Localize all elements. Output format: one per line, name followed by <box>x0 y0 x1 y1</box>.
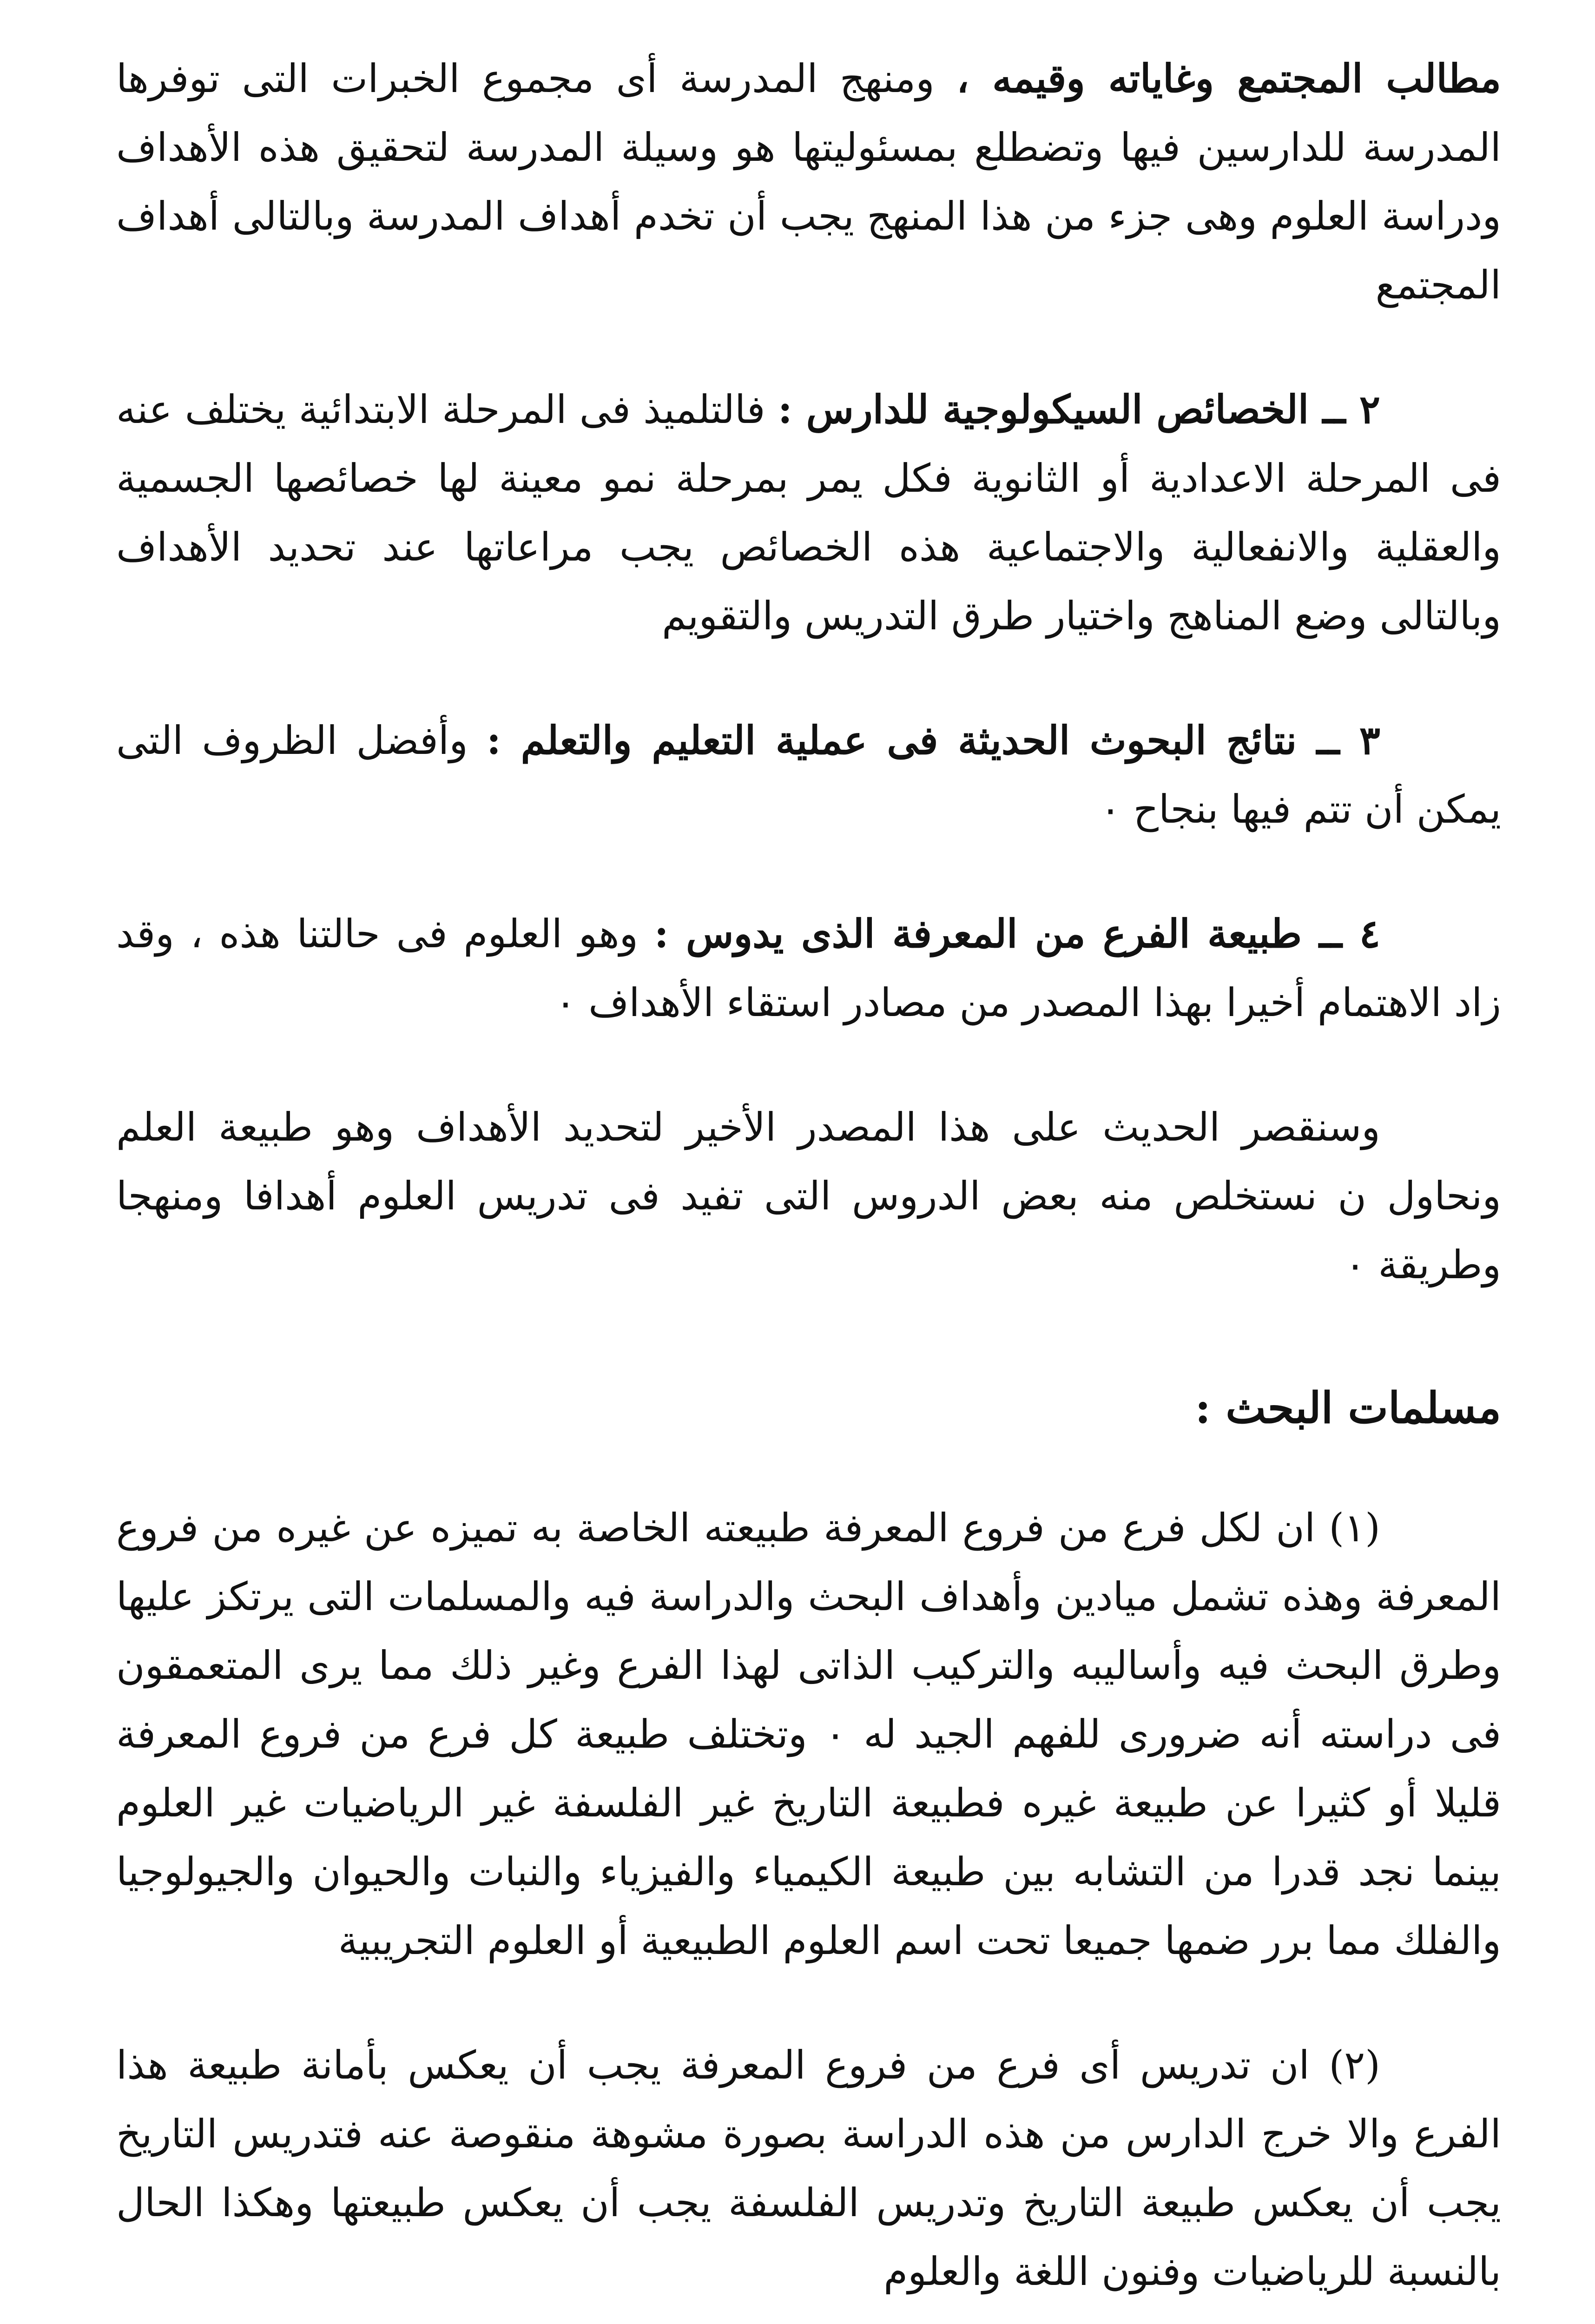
document-page <box>116 44 1501 2324</box>
paragraph-3 <box>116 706 1501 844</box>
paragraph-4-text: وهو العلوم فى حالتنا هذه ، وقد زاد الاهتمام أخيرا بهذا المصدر من مصادر استقاء الأهداف ٠ <box>116 911 1501 1025</box>
paragraph-3-text: وأفضل الظروف التى يمكن أن تتم فيها بنجاح ٠ <box>116 718 1501 832</box>
paragraph-4 <box>116 899 1501 1037</box>
paragraph-2-text: فالتلميذ فى المرحلة الابتدائية يختلف عنه فى المرحلة الاعدادية أو الثانوية فكل يمر بمرحلة نمو معينة لها خصائصها الجسمية والعقلية والانفعالية والاجتماعية هذه الخصائص يجب مراعاتها عند تحديد الأهداف وبالتالى وضع المناهج واختيار طرق التدريس والتقويم <box>116 387 1501 639</box>
paragraph-7 <box>116 2031 1501 2306</box>
paragraph-4-bold: ٤ ــ طبيعة الفرع من المعرفة الذى يدوس : <box>654 911 1380 957</box>
paragraph-1 <box>116 44 1501 319</box>
paragraph-2 <box>116 375 1501 650</box>
paragraph-5 <box>116 1093 1501 1299</box>
paragraph-7-text: (٢) ان تدريس أى فرع من فروع المعرفة يجب أن يعكس بأمانة طبيعة هذا الفرع والا خرج الدارس من هذه الدراسة بصورة مشوهة منقوصة عنه فتدريس التاريخ يجب أن يعكس طبيعة التاريخ وتدريس الفلسفة يجب أن يعكس طبيعتها وهكذا الحال بالنسبة للرياضيات وفنون اللغة والعلوم <box>116 2042 1501 2294</box>
paragraph-2-bold: ٢ ــ الخصائص السيكولوجية للدارس : <box>778 386 1380 432</box>
paragraph-5-text: وسنقصر الحديث على هذا المصدر الأخير لتحديد الأهداف وهو طبيعة العلم ونحاول ن نستخلص منه بعض الدروس التى تفيد فى تدريس العلوم أهدافا ومنهجا وطريقة ٠ <box>116 1104 1501 1287</box>
section-heading: مسلمات البحث : <box>1195 1383 1501 1433</box>
paragraph-1-text: ومنهج المدرسة أى مجموع الخبرات التى توفرها المدرسة للدارسين فيها وتضطلع بمسئوليتها هو وسيلة المدرسة لتحقيق هذه الأهداف ودراسة العلوم وهى جزء من هذا المنهج يجب أن تخدم أهداف المدرسة وبالتالى أهداف المجتمع <box>116 56 1501 308</box>
paragraph-1-bold: مطالب المجتمع وغاياته وقيمه ، <box>956 55 1501 101</box>
paragraph-6 <box>116 1493 1501 1975</box>
paragraph-3-bold: ٣ ــ نتائج البحوث الحديثة فى عملية التعليم والتعلم : <box>486 717 1380 763</box>
paragraph-6-text: (١) ان لكل فرع من فروع المعرفة طبيعته الخاصة به تميزه عن غيره من فروع المعرفة وهذه تشمل ميادين وأهداف البحث والدراسة فيه والمسلمات التى يرتكز عليها وطرق البحث فيه وأساليبه والتركيب الذاتى لهذا الفرع وغير ذلك مما يرى المتعمقون فى دراسته أنه ضرورى للفهم الجيد له ٠ وتختلف طبيعة كل فرع من فروع المعرفة قليلا أو كثيرا عن طبيعة غيره فطبيعة التاريخ غير الفلسفة غير الرياضيات غير العلوم بينما نجد قدرا من التشابه بين طبيعة الكيمياء والفيزياء والنبات والحيوان والجيولوجيا والفلك مما برر ضمها جميعا تحت اسم العلوم الطبيعية أو العلوم التجريبية <box>116 1505 1501 1963</box>
